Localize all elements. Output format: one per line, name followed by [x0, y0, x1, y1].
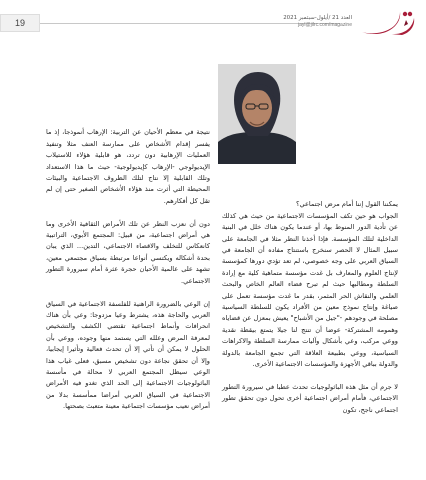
issue-line: العدد 21 /أيلول-سبتمبر 2021	[283, 15, 352, 21]
right-paragraph-2: لا جرم أن مثل هذه الباثولوجيات تحدث عطبا في سيرورة التطور الاجتماعي، فأمام أمراض اجتماعية أخرى تحول دون تحقق تطور اجتماعي ناجح، تكون	[222, 382, 398, 414]
left-paragraph-3: إن الوعي بالضرورة الراهنية للفلسفة الاجتماعية في السياق العربي والحاجة هذه، يشترط وعيا مزدوجا: وعي بأن هناك انحرافات وأنماط اجتماعية تقتضي الكشف والتشخيص لمعرفة المرض وعلله التي يستمد منها وجوده، ووعي بأن الحلول لا يمكن أن تأتي إلا أن تحدث فعالية وتأثيرا إيجابيا، وإلا أن تحقق نجاعة دون تشخيص مسبق، فعلى غياب هذا الوعي سيظل المجتمع العربي لا محالة في مأسسة الباثولوجيات الاجتماعية إلى الحد الذي تغدو فيه الأمراض الاجتماعية في السياق العربي أمراضا ممأسسة بدلا من أمراض نعيب مؤسسات اجتماعية معينة متعبث بصحتها.	[46, 299, 210, 411]
page-number-box	[0, 14, 40, 32]
left-text-column	[46, 116, 210, 424]
left-paragraph-2: دون أن نعزب النظر عن تلك الأمراض الثقافية الأخرى وما هي أمراض اجتماعية، من قبيل: المجتمع الأبوي، التراتبية كانعكاس للتخلف والاقصاء الاجتماعي، التدين... الذي يبان بحدة أشكاله ويكتسي أنواعا مرتبطة بسياق مجتمعي معين، تشهد على عالمية الأحيان حجرة عثرة أمام سيرورة التطور الاجتماعي.	[46, 219, 210, 285]
magazine-logo	[356, 8, 418, 36]
page-number: 19	[14, 18, 25, 28]
right-text-column	[222, 188, 398, 428]
author-photo	[218, 64, 296, 164]
issue-email: jayl@jilrc.com/magazine	[298, 22, 352, 28]
right-paragraph-1: يمكننا القول إننا أمام مرض اجتماعي؟ الجواب هو حين تكف المؤسسات الاجتماعية من حيث هي كذلك عن تأدية الدور المنوط بها، أو عندما يكون هناك خلل في البنية الداخلية لتلك المؤسسة. فإذا أخذنا النظر مثلا في الجامعة على سبيل المثال لا الحصر سنخرج باستنتاج مفاده أن الجامعة في السياق العربي على وجه خصوصي، لم تعد تؤدي دورها كمؤسسة لإنتاج العلوم والمعارف بل غدت مؤسسة متماهية كلية مع إرادة السلطة ومطالبها حيث لم تبرح فضاء العالم الخاص والبحث العلمي والنقاش الحر المثمر، بقدر ما غدت مؤسسة تعمل على صياغة وإنتاج نموذج معين من الأفراد يكون للسلطة السياسية مصلحة في وجودهم -"جيل من الأشباح" يعيش بمعزل عن قضاياه وهمومه المشتركة- عوضا أن تنتج لنا جيلا يتمتع بيقظة نقدية ووعي مركب، وعي بأشكال وآليات ممارسة السلطة والاكراهات السياسية، ووعي بطبيعة العلاقة التي تجمع الجامعة بالدولة والدولة بباقي الأجهزة والمؤسسات الاجتماعية الأخرى.	[222, 200, 398, 369]
left-paragraph-1: نتيجة في معظم الأحيان عن التربية: الإرهاب أنموذجا، إذ ما يفسر إقدام الأشخاص على ممارسة العنف مثلا وتنفيذ العمليات الإرهابية دون تردد، هو قابلية هؤلاء للاستيلاب الإيديولوجي -الإرهاب كإيديولوجية- حيث ما هذا الاستعداد وتلك القابلية إلا نتاج لتلك الظروف الاجتماعية والبيئات المحيطة التي أثرت منذ هؤلاء الأشخاص الصغير حتى إن لم تقل كل أفكارهم.	[46, 128, 210, 205]
